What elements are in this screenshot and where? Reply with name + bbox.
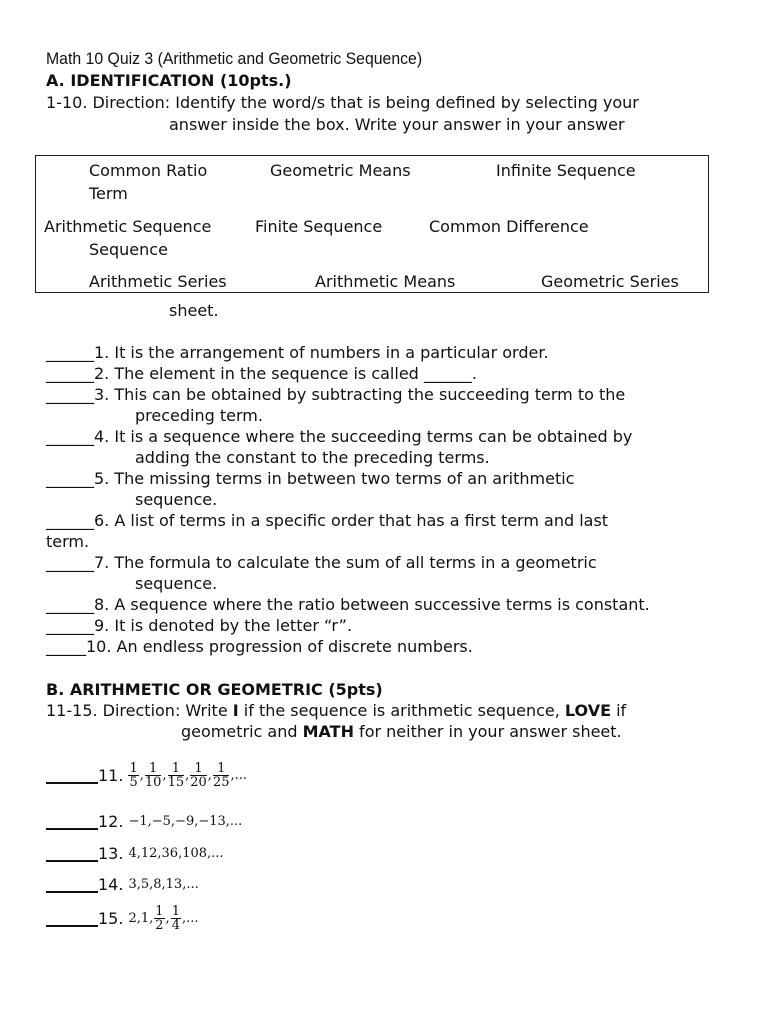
question-item-continuation: adding the constant to the preceding terms.: [135, 448, 490, 467]
section-a-direction-line1: 1-10. Direction: Identify the word/s that is being defined by selecting your: [46, 93, 639, 112]
word-bank-item: Geometric Means: [270, 161, 411, 180]
fraction: $\frac{1}{2}$: [155, 904, 164, 933]
fraction: $\frac{1}{25}$: [212, 761, 230, 790]
fraction: $\frac{1}{20}$: [190, 761, 207, 790]
sequence-12: −1,−5,−9,−13,...: [128, 814, 243, 829]
question-item: ______8. A sequence where the ratio between successive terms is constant.: [46, 595, 650, 614]
word-bank-item: Arithmetic Sequence: [44, 217, 212, 236]
question-item-continuation: sequence.: [135, 490, 218, 509]
question-11: 11. $\frac{1}{5}$ , $\frac{1}{10}$ , $\frac{1}{15}$ , $\frac{1}{20}$ , $\frac{1}{25}$ ,...: [46, 762, 247, 789]
sequence-13: 4,12,36,108,...: [128, 846, 224, 861]
question-item: ______3. This can be obtained by subtracting the succeeding term to the: [46, 385, 626, 404]
word-bank-item: Common Ratio: [89, 161, 208, 180]
quiz-title: Math 10 Quiz 3 (Arithmetic and Geometric Sequence): [46, 49, 423, 68]
question-item-continuation: preceding term.: [135, 406, 263, 425]
section-b-direction-line2: geometric and MATH for neither in your answer sheet.: [181, 722, 622, 741]
question-item: ______2. The element in the sequence is called ______.: [46, 364, 477, 383]
answer-blank[interactable]: [46, 877, 98, 893]
fraction: $\frac{1}{15}$: [167, 761, 185, 790]
word-bank-item: Arithmetic Means: [315, 272, 456, 291]
question-item: ______7. The formula to calculate the sum of all terms in a geometric: [46, 553, 597, 572]
question-item-continuation: term.: [46, 532, 90, 551]
word-bank-item: Infinite Sequence: [496, 161, 636, 180]
question-14: 14. 3,5,8,13,...: [46, 874, 199, 895]
word-bank-item: Term: [89, 184, 128, 203]
section-b-direction-line1: 11-15. Direction: Write I if the sequence is arithmetic sequence, LOVE if: [46, 701, 627, 720]
question-item: ______1. It is the arrangement of numbers in a particular order.: [46, 343, 549, 362]
question-item: _____10. An endless progression of discrete numbers.: [46, 637, 473, 656]
sequence-14: 3,5,8,13,...: [128, 877, 199, 892]
fraction: $\frac{1}{10}$: [144, 761, 162, 790]
question-13: 13. 4,12,36,108,...: [46, 843, 224, 864]
word-bank-item: Finite Sequence: [255, 217, 383, 236]
answer-blank[interactable]: [46, 768, 98, 784]
fraction: $\frac{1}{5}$: [129, 761, 138, 790]
word-bank-item: Common Difference: [429, 217, 589, 236]
sequence-15: 2,1, $\frac{1}{2}$ , $\frac{1}{4}$ ,...: [128, 904, 199, 933]
section-b-heading: B. ARITHMETIC OR GEOMETRIC (5pts): [46, 680, 383, 699]
word-bank-item: Sequence: [89, 240, 168, 259]
question-12: 12. −1,−5,−9,−13,...: [46, 811, 242, 832]
question-item: ______6. A list of terms in a specific order that has a first term and last: [46, 511, 609, 530]
answer-blank[interactable]: [46, 814, 98, 830]
answer-blank[interactable]: [46, 911, 98, 927]
question-15: 15. 2,1, $\frac{1}{2}$ , $\frac{1}{4}$ ,...: [46, 905, 199, 932]
section-a-direction-line2: answer inside the box. Write your answer in your answer: [169, 115, 625, 134]
section-a-direction-line3: sheet.: [169, 301, 219, 320]
question-item-continuation: sequence.: [135, 574, 218, 593]
question-item: ______9. It is denoted by the letter “r”.: [46, 616, 353, 635]
section-a-heading: A. IDENTIFICATION (10pts.): [46, 71, 292, 90]
answer-blank[interactable]: [46, 846, 98, 862]
sequence-11: $\frac{1}{5}$ , $\frac{1}{10}$ , $\frac{1}{15}$ , $\frac{1}{20}$ , $\frac{1}{25}$ ,...: [129, 761, 248, 790]
question-item: ______4. It is a sequence where the succeeding terms can be obtained by: [46, 427, 633, 446]
question-item: ______5. The missing terms in between two terms of an arithmetic: [46, 469, 575, 488]
word-bank-item: Arithmetic Series: [89, 272, 227, 291]
word-bank-item: Geometric Series: [541, 272, 679, 291]
fraction: $\frac{1}{4}$: [171, 904, 180, 933]
